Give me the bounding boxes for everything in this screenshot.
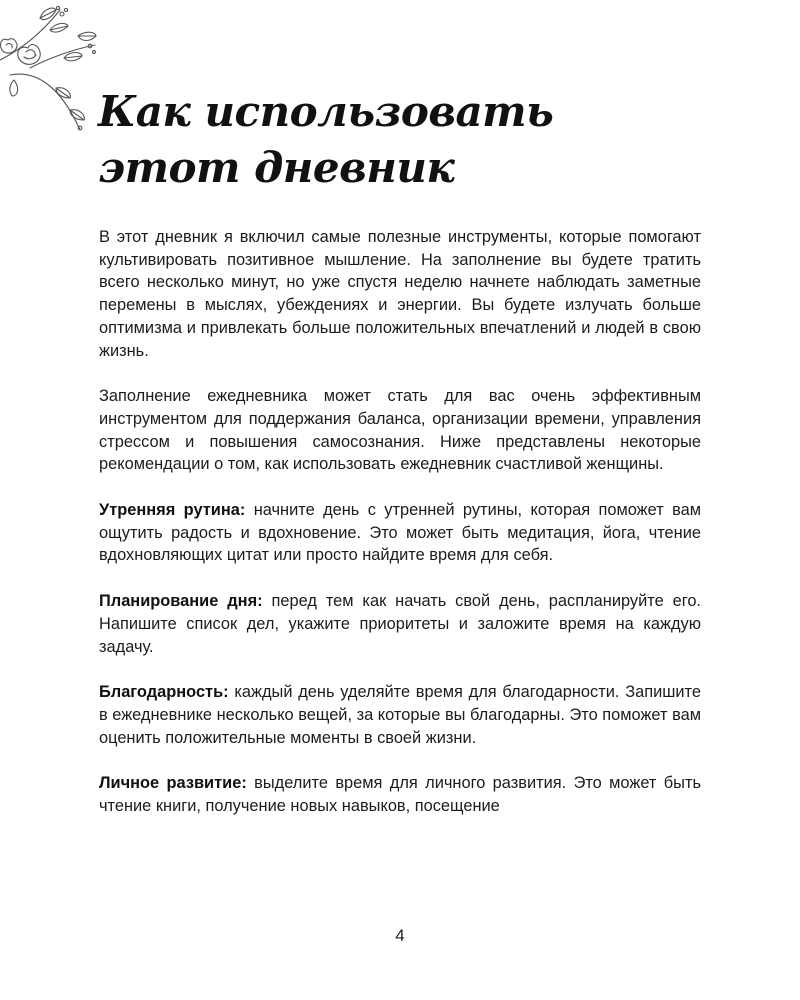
paragraph-text: начните день с утренней рутины, которая поможет вам ощутить радость и вдохновение. Это может быть медитация, йога, чтение вдохновляющих цитат или просто найдите время для себя. [99, 501, 702, 565]
paragraph-text: В этот дневник я включил самые полезные инструменты, которые помогают культивировать позитивное мышление. На заполнение вы будете тратить всего несколько минут, но уже спустя неделю начнете наблюдать заметные перемены в мыслях, убеждениях и энергии. Вы будете излучать больше оптимизма и привлекать больше положительных впечатлений и людей в свою жизнь. [99, 228, 701, 360]
paragraph-text: выделите время для личного развития. Это может быть чтение книги, получение новых навыков, посещение [99, 774, 701, 816]
paragraph-lead: Благодарность: [99, 683, 229, 702]
paragraph-text: Заполнение ежедневника может стать для вас очень эффективным инструментом для поддержания баланса, организации времени, управления стрессом и повышения самосознания. Ниже представлены некоторые рекомендации о том, как использовать ежедневник счастливой женщины. [99, 387, 701, 474]
body-text [99, 226, 701, 841]
page-title [98, 84, 553, 196]
title-line-2: этот дневник [98, 143, 455, 192]
title-line-1: Как использовать [98, 87, 554, 136]
paragraph-lead: Планирование дня: [99, 592, 263, 611]
paragraph-intro [99, 226, 701, 362]
paragraph-lead: Личное развитие: [99, 774, 247, 793]
paragraph-text: каждый день уделяйте время для благодарности. Запишите в ежедневнике несколько вещей, за которые вы благодарны. Это поможет вам оценить положительные моменты в своей жизни. [99, 683, 701, 747]
paragraph-day-planning [99, 590, 701, 658]
paragraph-lead: Утренняя рутина: [99, 501, 246, 520]
page-number: 4 [395, 926, 405, 945]
paragraph-morning-routine [99, 499, 701, 567]
paragraph-gratitude [99, 681, 701, 749]
paragraph-text: перед тем как начать свой день, распланируйте его. Напишите список дел, укажите приоритеты и заложите время на каждую задачу. [99, 592, 701, 656]
floral-corner-illustration [0, 0, 100, 140]
paragraph-personal-development [99, 772, 701, 817]
paragraph-diary-usage [99, 385, 701, 476]
